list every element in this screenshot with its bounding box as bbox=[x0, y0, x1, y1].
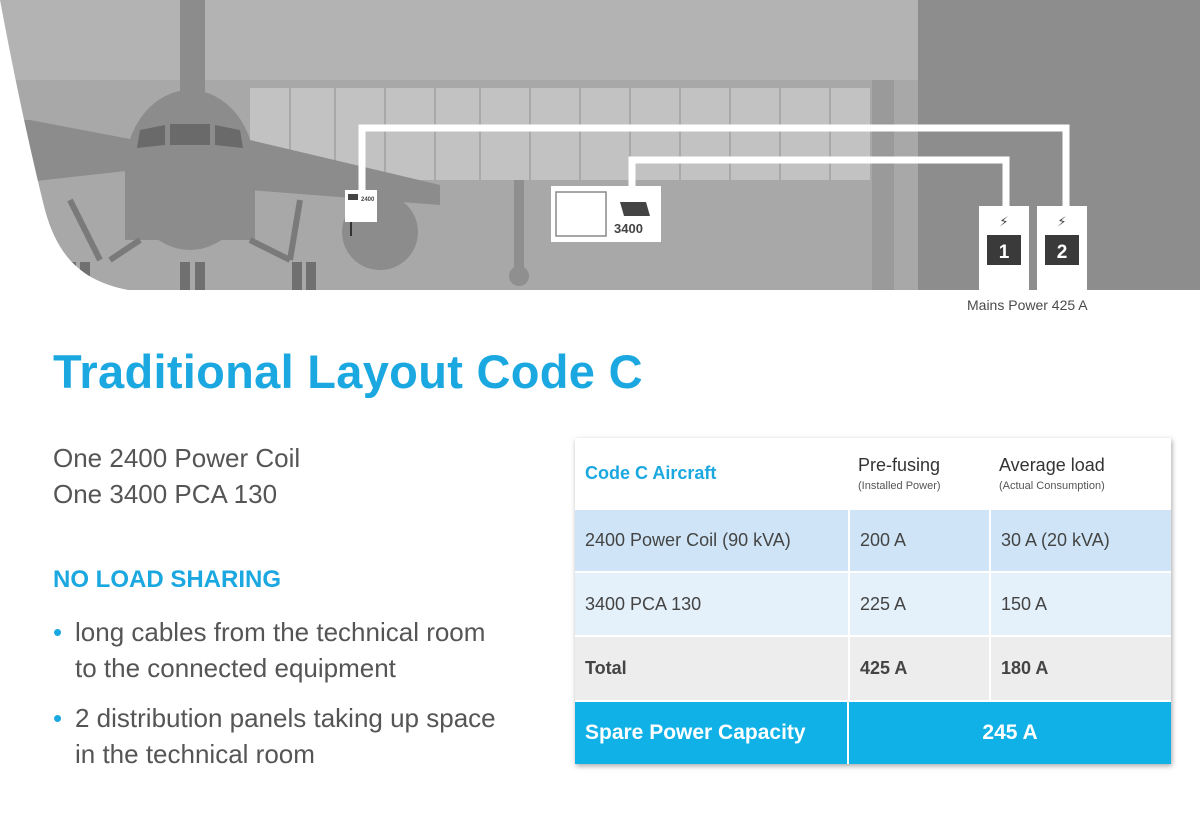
table-total-row bbox=[575, 637, 1171, 700]
cockpit-windows bbox=[137, 124, 243, 148]
row-name: 3400 PCA 130 bbox=[585, 593, 702, 614]
bullet-line: long cables from the technical room bbox=[75, 617, 486, 647]
pca-logo-icon bbox=[620, 202, 650, 216]
airport-scene-illustration bbox=[0, 0, 1200, 292]
row-average: 30 A (20 kVA) bbox=[989, 510, 1171, 571]
header-average-main: Average load bbox=[999, 454, 1105, 475]
row-prefusing: 200 A bbox=[848, 510, 989, 571]
equipment-item: One 2400 Power Coil bbox=[53, 443, 301, 473]
page-title: Traditional Layout Code C bbox=[53, 345, 643, 398]
bridge-column bbox=[872, 80, 894, 290]
bullet-dot-icon: • bbox=[53, 617, 63, 647]
row-name: 2400 Power Coil (90 kVA) bbox=[585, 530, 791, 550]
header-average-load bbox=[989, 438, 1171, 508]
spare-capacity-row bbox=[575, 702, 1171, 764]
pca-unit-label: 3400 bbox=[614, 221, 643, 236]
bullet-line: 2 distribution panels taking up space bbox=[75, 703, 496, 733]
list-item bbox=[53, 700, 553, 772]
table-header-row bbox=[575, 438, 1171, 508]
header-aircraft: Code C Aircraft bbox=[585, 462, 717, 483]
bullet-dot-icon: • bbox=[53, 703, 63, 733]
bridge-support bbox=[514, 180, 524, 275]
equipment-list bbox=[53, 440, 300, 512]
bullet-line: to the connected equipment bbox=[75, 653, 396, 683]
table-row bbox=[575, 510, 1171, 571]
total-average: 180 A bbox=[989, 637, 1171, 700]
total-label: Total bbox=[585, 658, 627, 678]
power-coil-unit-label: 2400 bbox=[361, 197, 375, 203]
drawbacks-list bbox=[53, 614, 553, 786]
upper-wall bbox=[0, 0, 918, 80]
no-load-sharing-heading: NO LOAD SHARING bbox=[53, 566, 281, 593]
total-prefusing: 425 A bbox=[848, 637, 989, 700]
mains-power-label: Mains Power 425 A bbox=[967, 297, 1088, 313]
header-prefusing bbox=[848, 438, 989, 508]
spare-capacity-label: Spare Power Capacity bbox=[585, 721, 806, 744]
equipment-item: One 3400 PCA 130 bbox=[53, 479, 278, 509]
bullet-line: in the technical room bbox=[75, 739, 315, 769]
bridge-wheel bbox=[509, 266, 529, 286]
header-average-sub: (Actual Consumption) bbox=[999, 479, 1105, 492]
list-item bbox=[53, 614, 553, 686]
scene-bottom-edge bbox=[0, 290, 1200, 292]
header-prefusing-main: Pre-fusing bbox=[858, 454, 941, 475]
panel-2-number: 2 bbox=[1056, 242, 1068, 263]
lightning-icon: ⚡ bbox=[1057, 215, 1067, 230]
row-prefusing: 225 A bbox=[848, 573, 989, 635]
panel-1-number: 1 bbox=[998, 242, 1010, 263]
power-comparison-table bbox=[575, 438, 1171, 764]
table-row bbox=[575, 573, 1171, 635]
power-coil-logo-icon bbox=[348, 194, 358, 200]
lightning-icon: ⚡ bbox=[999, 215, 1009, 230]
header-prefusing-sub: (Installed Power) bbox=[858, 479, 941, 492]
row-average: 150 A bbox=[989, 573, 1171, 635]
spare-capacity-value: 245 A bbox=[847, 702, 1171, 764]
